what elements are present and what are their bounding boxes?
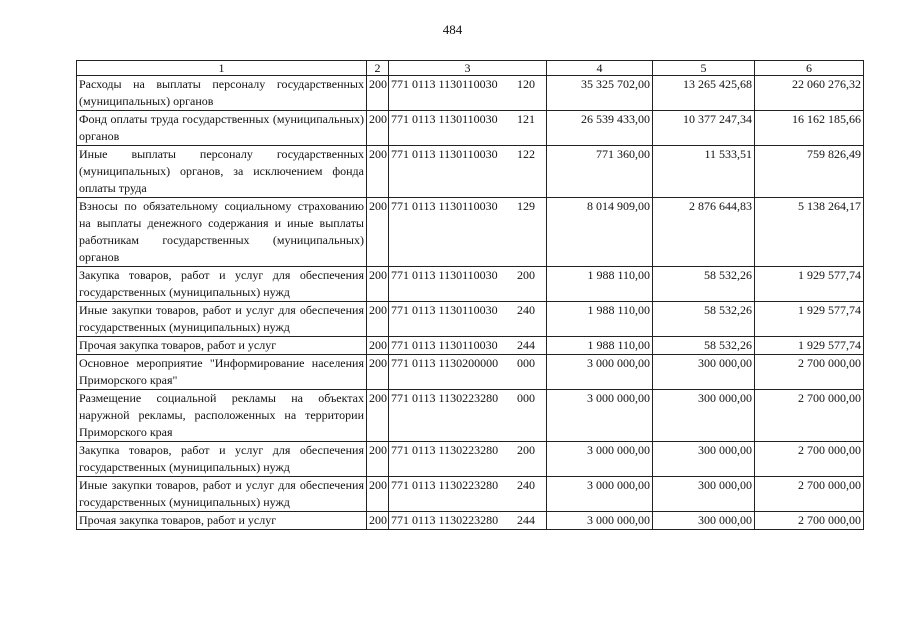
row-expense-type: 129	[517, 199, 535, 213]
row-column-6: 1 929 577,74	[755, 337, 864, 355]
row-column-5: 300 000,00	[653, 390, 755, 442]
table-row	[77, 76, 864, 111]
row-column-4: 1 988 110,00	[547, 267, 653, 302]
table-row	[77, 111, 864, 146]
table-body	[77, 76, 864, 530]
row-column-4: 771 360,00	[547, 146, 653, 198]
row-expense-type: 244	[517, 513, 535, 527]
row-code-cell	[389, 302, 547, 337]
row-code-cell	[389, 512, 547, 530]
row-name: Расходы на выплаты персоналу государственных (муниципальных) органов	[77, 76, 367, 111]
row-expense-type: 121	[517, 112, 535, 126]
row-column-5: 2 876 644,83	[653, 198, 755, 267]
row-column-6: 2 700 000,00	[755, 512, 864, 530]
table-row	[77, 355, 864, 390]
row-code-cell	[389, 146, 547, 198]
table-row	[77, 337, 864, 355]
row-expense-type: 200	[517, 443, 535, 457]
row-name: Прочая закупка товаров, работ и услуг	[77, 337, 367, 355]
table-row	[77, 512, 864, 530]
row-expense-type: 240	[517, 478, 535, 492]
row-column-2: 200	[367, 267, 389, 302]
row-column-2: 200	[367, 111, 389, 146]
row-classification-code: 771 0113 1130223280	[391, 513, 499, 527]
row-code-cell	[389, 76, 547, 111]
row-name: Основное мероприятие "Информирование населения Приморского края"	[77, 355, 367, 390]
row-expense-type: 244	[517, 338, 535, 352]
row-column-6: 2 700 000,00	[755, 442, 864, 477]
row-column-5: 300 000,00	[653, 355, 755, 390]
row-expense-type: 122	[517, 147, 535, 161]
row-classification-code: 771 0113 1130223280	[391, 391, 499, 405]
row-name: Иные закупки товаров, работ и услуг для обеспечения государственных (муниципальных) нужд	[77, 302, 367, 337]
row-name: Размещение социальной рекламы на объектах наружной рекламы, расположенных на территории Приморского края	[77, 390, 367, 442]
row-classification-code: 771 0113 1130223280	[391, 478, 499, 492]
column-header: 4	[547, 61, 653, 76]
row-code-cell	[389, 355, 547, 390]
row-classification-code: 771 0113 1130110030	[391, 147, 498, 161]
column-header: 6	[755, 61, 864, 76]
budget-table	[76, 60, 864, 530]
row-name: Закупка товаров, работ и услуг для обеспечения государственных (муниципальных) нужд	[77, 267, 367, 302]
row-name: Взносы по обязательному социальному страхованию на выплаты денежного содержания и иные выплаты работникам государственных (муниципальных) органов	[77, 198, 367, 267]
row-code-cell	[389, 111, 547, 146]
row-column-4: 8 014 909,00	[547, 198, 653, 267]
table-row	[77, 442, 864, 477]
row-code-cell	[389, 442, 547, 477]
row-code-cell	[389, 477, 547, 512]
row-column-2: 200	[367, 146, 389, 198]
row-name: Иные выплаты персоналу государственных (муниципальных) органов, за исключением фонда оплаты труда	[77, 146, 367, 198]
row-classification-code: 771 0113 1130223280	[391, 443, 499, 457]
row-column-4: 1 988 110,00	[547, 302, 653, 337]
row-classification-code: 771 0113 1130110030	[391, 303, 498, 317]
row-column-2: 200	[367, 355, 389, 390]
row-classification-code: 771 0113 1130110030	[391, 112, 498, 126]
column-header: 1	[77, 61, 367, 76]
row-classification-code: 771 0113 1130110030	[391, 268, 498, 282]
row-column-4: 3 000 000,00	[547, 512, 653, 530]
row-classification-code: 771 0113 1130110030	[391, 77, 498, 91]
row-column-2: 200	[367, 390, 389, 442]
row-name: Прочая закупка товаров, работ и услуг	[77, 512, 367, 530]
row-column-2: 200	[367, 76, 389, 111]
row-code-cell	[389, 198, 547, 267]
row-column-6: 1 929 577,74	[755, 267, 864, 302]
row-column-5: 58 532,26	[653, 337, 755, 355]
row-column-5: 11 533,51	[653, 146, 755, 198]
table-row	[77, 390, 864, 442]
table-row	[77, 477, 864, 512]
row-column-5: 10 377 247,34	[653, 111, 755, 146]
table-row	[77, 198, 864, 267]
row-column-2: 200	[367, 302, 389, 337]
row-expense-type: 240	[517, 303, 535, 317]
row-column-5: 13 265 425,68	[653, 76, 755, 111]
row-column-5: 58 532,26	[653, 302, 755, 337]
row-code-cell	[389, 337, 547, 355]
row-column-6: 2 700 000,00	[755, 390, 864, 442]
row-column-4: 3 000 000,00	[547, 355, 653, 390]
row-column-5: 300 000,00	[653, 442, 755, 477]
row-column-4: 26 539 433,00	[547, 111, 653, 146]
page-number: 484	[442, 22, 463, 37]
row-expense-type: 200	[517, 268, 535, 282]
row-name: Иные закупки товаров, работ и услуг для обеспечения государственных (муниципальных) нужд	[77, 477, 367, 512]
row-column-6: 5 138 264,17	[755, 198, 864, 267]
row-code-cell	[389, 390, 547, 442]
row-expense-type: 000	[517, 391, 535, 405]
column-header: 2	[367, 61, 389, 76]
row-column-2: 200	[367, 512, 389, 530]
row-classification-code: 771 0113 1130200000	[391, 356, 499, 370]
table-header-row	[77, 61, 864, 76]
row-column-2: 200	[367, 198, 389, 267]
row-column-2: 200	[367, 477, 389, 512]
row-column-6: 22 060 276,32	[755, 76, 864, 111]
row-column-6: 759 826,49	[755, 146, 864, 198]
column-header: 5	[653, 61, 755, 76]
row-name: Фонд оплаты труда государственных (муниципальных) органов	[77, 111, 367, 146]
table-row	[77, 302, 864, 337]
row-column-4: 35 325 702,00	[547, 76, 653, 111]
column-header: 3	[389, 61, 547, 76]
row-expense-type: 000	[517, 356, 535, 370]
row-name: Закупка товаров, работ и услуг для обеспечения государственных (муниципальных) нужд	[77, 442, 367, 477]
row-column-6: 2 700 000,00	[755, 477, 864, 512]
row-expense-type: 120	[517, 77, 535, 91]
table-row	[77, 267, 864, 302]
row-code-cell	[389, 267, 547, 302]
row-column-6: 1 929 577,74	[755, 302, 864, 337]
row-column-4: 1 988 110,00	[547, 337, 653, 355]
row-column-5: 300 000,00	[653, 477, 755, 512]
row-column-2: 200	[367, 337, 389, 355]
row-column-5: 300 000,00	[653, 512, 755, 530]
row-column-4: 3 000 000,00	[547, 477, 653, 512]
row-classification-code: 771 0113 1130110030	[391, 199, 498, 213]
table-row	[77, 146, 864, 198]
row-column-6: 2 700 000,00	[755, 355, 864, 390]
row-column-4: 3 000 000,00	[547, 390, 653, 442]
row-column-5: 58 532,26	[653, 267, 755, 302]
row-column-4: 3 000 000,00	[547, 442, 653, 477]
row-column-6: 16 162 185,66	[755, 111, 864, 146]
row-column-2: 200	[367, 442, 389, 477]
row-classification-code: 771 0113 1130110030	[391, 338, 498, 352]
